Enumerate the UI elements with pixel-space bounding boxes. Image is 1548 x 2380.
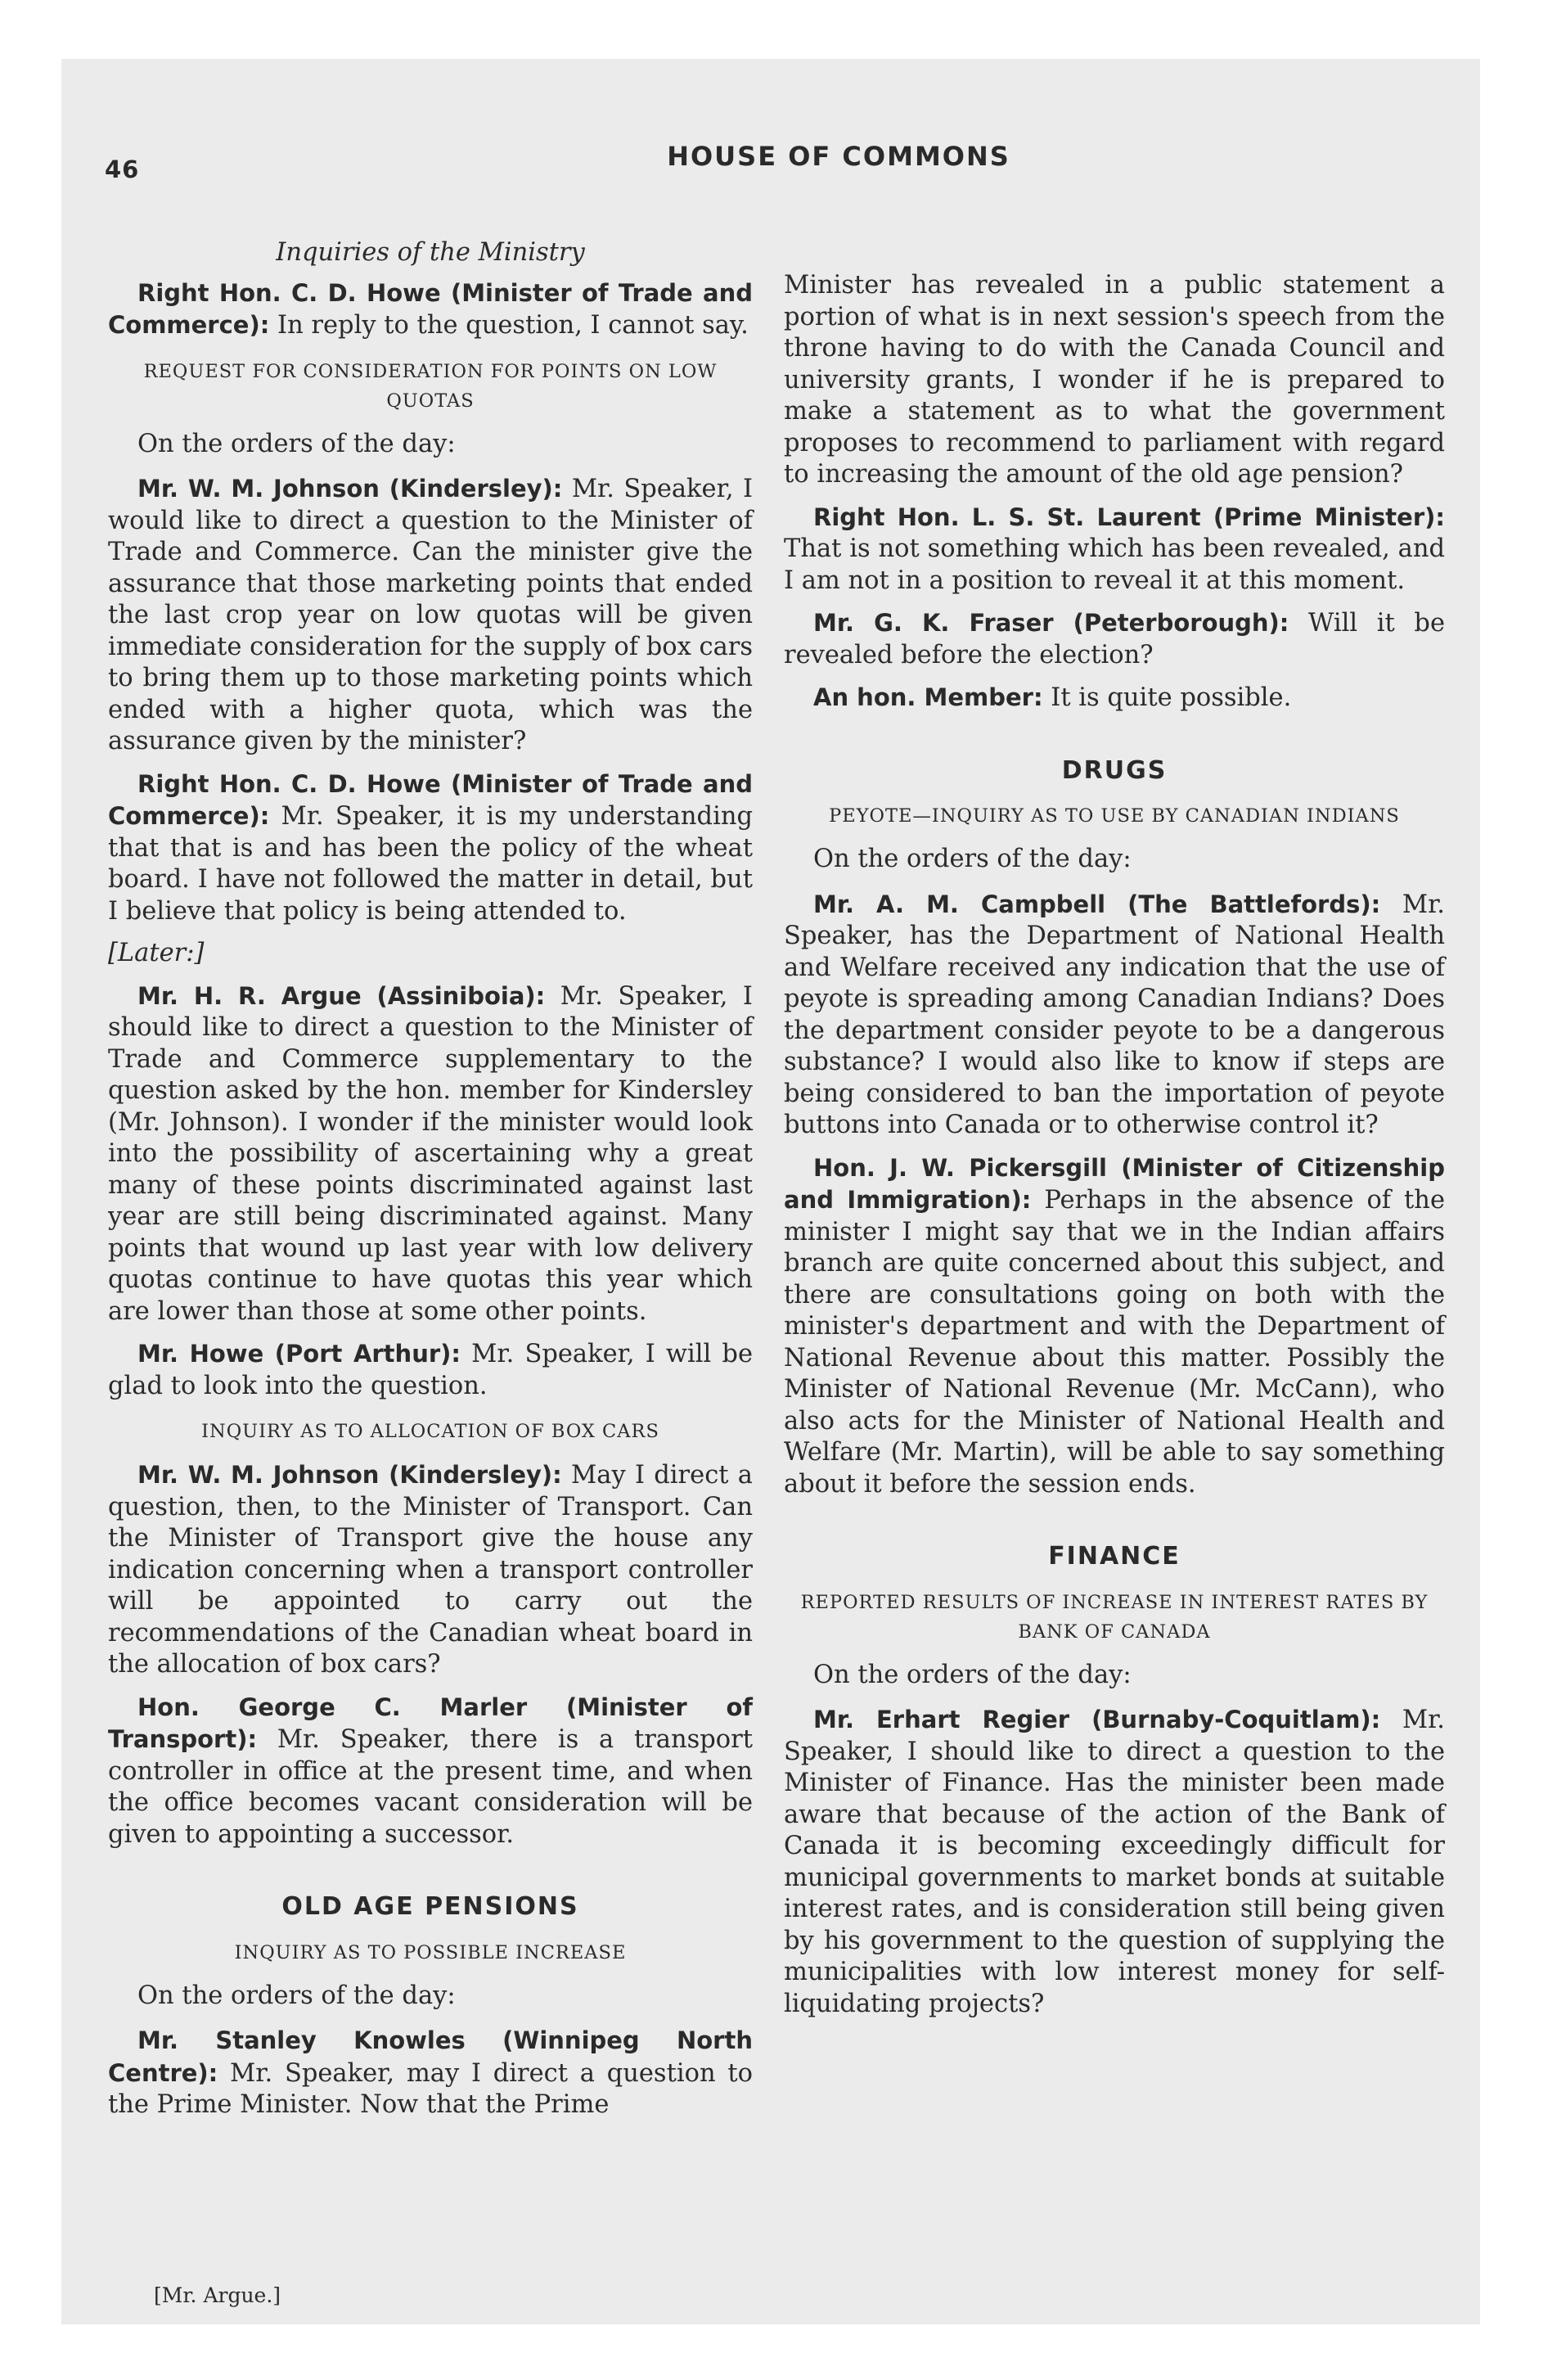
subheading: PEYOTE—INQUIRY AS TO USE BY CANADIAN INDIANS [829, 805, 1400, 827]
page-sheet [61, 59, 1480, 2324]
speech-paragraph [108, 980, 753, 1328]
speech-paragraph [784, 1152, 1445, 1501]
speech-text: Mr. Speaker, it is my understanding that that is and has been the policy of the wheat board. I have not followed the matter in detail, but I believe that policy is being attended to. [108, 802, 753, 926]
page-footer-note: [Mr. Argue.] [154, 2283, 281, 2307]
speech-text: May I direct a question, then, to the Minister of Transport. Can the Minister of Transport give the house any indication concerning when a transport controller will be appointed to carry out the recommendations of the Canadian wheat board in the allocation of box cars? [108, 1461, 753, 1679]
speech-paragraph [784, 682, 1445, 714]
speech-paragraph [108, 277, 753, 342]
subheading: INQUIRY AS TO POSSIBLE INCREASE [234, 1941, 627, 1963]
section-heading: OLD AGE PENSIONS [281, 1892, 579, 1921]
speech-text: Mr. Speaker, I should like to direct a question to the Minister of Finance. Has the minister been made aware that because of the action of the Bank of Canada it is becoming exceedingly difficult for municipal governments to market bonds at suitable interest rates, and is consideration still being given by his government to the question of supplying the municipalities with low interest money for self-liquidating projects? [784, 1706, 1445, 2018]
speech-text: Mr. Speaker, may I direct a question to the Prime Minister. Now that the Prime [108, 2058, 753, 2119]
later-marker: [Later:] [108, 939, 205, 967]
speaker-name: Right Hon. C. D. Howe (Minister of Trade and Commerce): [108, 769, 753, 830]
section-italic-heading: Inquiries of the Ministry [276, 238, 585, 267]
speech-paragraph [784, 889, 1445, 1142]
speaker-name: Mr. G. K. Fraser (Peterborough): [813, 609, 1289, 637]
speech-text: Mr. Speaker, there is a transport controller in office at the present time, and when the office becomes vacant consideration will be given to appointing a successor. [108, 1725, 753, 1849]
speech-text: Mr. Speaker, I should like to direct a question to the Minister of Trade and Commerce supplementary to the question asked by the hon. member for Kindersley (Mr. Johnson). I wonder if the minister would look into the possibility of ascertaining why a great many of these points discriminated against last year are still being discriminated against. Many points that wound up last year with low delivery quotas continue to have quotas this year which are lower than those at some other points. [108, 981, 753, 1326]
speech-paragraph [784, 1704, 1445, 2020]
speaker-name: Right Hon. C. D. Howe (Minister of Trade and Commerce): [108, 278, 753, 339]
orders-of-day: On the orders of the day: [137, 1981, 456, 2010]
speaker-name: Hon. George C. Marler (Minister of Transport): [108, 1693, 753, 1753]
subheading: REQUEST FOR CONSIDERATION FOR POINTS ON LOW QUOTAS [143, 360, 718, 412]
speaker-name: An hon. Member: [813, 683, 1043, 711]
section-heading: FINANCE [1048, 1542, 1181, 1571]
subheading: REPORTED RESULTS OF INCREASE IN INTEREST RATES BY BANK OF CANADA [800, 1591, 1429, 1643]
running-title: HOUSE OF COMMONS [667, 141, 1010, 172]
speaker-name: Mr. W. M. Johnson (Kindersley): [137, 1461, 562, 1489]
speech-text: It is quite possible. [1042, 683, 1292, 712]
orders-of-day: On the orders of the day: [813, 845, 1132, 873]
speech-paragraph [108, 769, 753, 928]
page-header [61, 59, 1480, 183]
speaker-name: Mr. Howe (Port Arthur): [137, 1340, 461, 1368]
page-number: 46 [105, 156, 140, 183]
orders-of-day: On the orders of the day: [813, 1660, 1132, 1689]
right-column [784, 270, 1445, 2031]
speech-paragraph [108, 2025, 753, 2121]
speech-text: In reply to the question, I cannot say. [269, 311, 749, 340]
orders-of-day: On the orders of the day: [137, 429, 456, 458]
speech-paragraph [108, 1338, 753, 1402]
speaker-name: Mr. Erhart Regier (Burnaby-Coquitlam): [813, 1706, 1381, 1733]
speech-paragraph [108, 1692, 753, 1851]
speaker-name: Mr. W. M. Johnson (Kindersley): [137, 475, 563, 503]
speech-paragraph [108, 1459, 753, 1681]
section-heading: DRUGS [1061, 755, 1168, 785]
speech-paragraph [784, 502, 1445, 597]
left-column [108, 237, 753, 2132]
speech-text: Mr. Speaker, has the Department of National Health and Welfare received any indication that the use of peyote is spreading among Canadian Indians? Does the department consider peyote to be a dangerous substance? I would also like to know if steps are being considered to ban the importation of peyote buttons into Canada or to otherwise control it? [784, 890, 1445, 1139]
speech-paragraph [784, 607, 1445, 671]
speech-paragraph: Minister has revealed in a public statement a portion of what is in next session's speech from the throne having to do with the Canada Council and university grants, I wonder if he is prepared to make a statement as to what the government proposes to recommend to parliament with regard to increasing the amount of the old age pension? [784, 271, 1445, 489]
speech-text: Mr. Speaker, I will be glad to look into the question. [108, 1340, 753, 1400]
speech-text: Perhaps in the absence of the minister I might say that we in the Indian affairs branch are quite concerned about this subject, and there are consultations going on both with the minister's department and with the Department of National Revenue about this matter. Possibly the Minister of National Revenue (Mr. McCann), who also acts for the Minister of National Health and Welfare (Mr. Martin), will be able to say something about it before the session ends. [784, 1186, 1446, 1499]
speech-text: Mr. Speaker, I would like to direct a question to the Minister of Trade and Commerce. Can the minister give the assurance that those marketing points that ended the last crop year on low quotas will be given immediate consideration for the supply of box cars to bring them up to those marketing points which ended with a higher quota, which was the assurance given by the minister? [108, 475, 753, 755]
speech-paragraph [108, 473, 753, 758]
subheading: INQUIRY AS TO ALLOCATION OF BOX CARS [201, 1421, 659, 1442]
speaker-name: Mr. Stanley Knowles (Winnipeg North Centre): [108, 2026, 753, 2087]
speaker-name: Mr. A. M. Campbell (The Battlefords): [813, 890, 1381, 918]
speech-text: That is not something which has been revealed, and I am not in a position to reveal it at this moment. [784, 534, 1445, 595]
speaker-name: Right Hon. L. S. St. Laurent (Prime Minister): [813, 503, 1445, 531]
speaker-name: Hon. J. W. Pickersgill (Minister of Citizenship and Immigration): [784, 1153, 1445, 1214]
speaker-name: Mr. H. R. Argue (Assiniboia): [137, 981, 546, 1010]
speech-text: Will it be revealed before the election? [784, 609, 1445, 669]
